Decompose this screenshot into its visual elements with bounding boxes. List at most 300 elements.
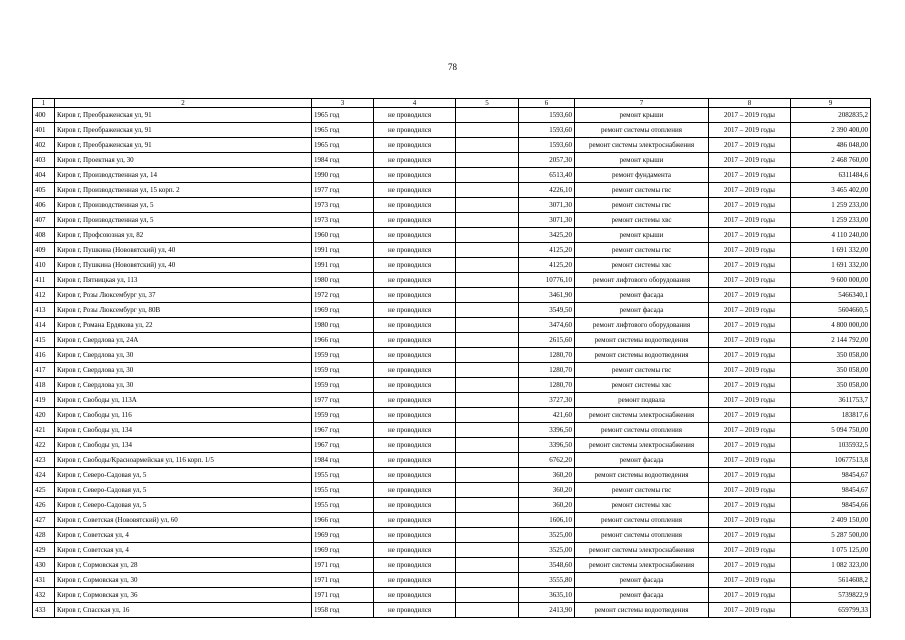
last-repair-cell: не проводился xyxy=(374,423,456,438)
period-cell: 2017 – 2019 годы xyxy=(709,138,791,153)
table-row xyxy=(33,348,871,363)
work-type-cell: ремонт системы водоотведения xyxy=(575,468,709,483)
last-repair-cell: не проводился xyxy=(374,288,456,303)
build-year-cell: 1984 год xyxy=(312,453,374,468)
cost-cell: 659799,33 xyxy=(791,603,871,618)
address-cell: Киров г, Розы Люксембург ул, 37 xyxy=(55,288,312,303)
cost-cell: 350 058,00 xyxy=(791,378,871,393)
build-year-cell: 1969 год xyxy=(312,528,374,543)
area-cell: 3474,60 xyxy=(519,318,575,333)
last-repair-cell: не проводился xyxy=(374,483,456,498)
work-type-cell: ремонт лифтового оборудования xyxy=(575,318,709,333)
build-year-cell: 1969 год xyxy=(312,543,374,558)
row-number-cell: 415 xyxy=(33,333,55,348)
cost-cell: 350 058,00 xyxy=(791,363,871,378)
period-cell: 2017 – 2019 годы xyxy=(709,483,791,498)
cost-cell: 1 082 323,00 xyxy=(791,558,871,573)
address-cell: Киров г, Свободы ул, 113А xyxy=(55,393,312,408)
last-repair-cell: не проводился xyxy=(374,333,456,348)
row-number-cell: 422 xyxy=(33,438,55,453)
address-cell: Киров г, Свободы ул, 134 xyxy=(55,438,312,453)
area-cell: 3461,90 xyxy=(519,288,575,303)
area-cell: 1593,60 xyxy=(519,138,575,153)
table-row xyxy=(33,123,871,138)
empty-cell xyxy=(456,303,519,318)
build-year-cell: 1966 год xyxy=(312,333,374,348)
empty-cell xyxy=(456,213,519,228)
table-row xyxy=(33,243,871,258)
empty-cell xyxy=(456,168,519,183)
empty-cell xyxy=(456,333,519,348)
build-year-cell: 1967 год xyxy=(312,423,374,438)
row-number-cell: 407 xyxy=(33,213,55,228)
cost-cell: 2 409 150,00 xyxy=(791,513,871,528)
table-row xyxy=(33,468,871,483)
address-cell: Киров г, Свердлова ул, 30 xyxy=(55,378,312,393)
area-cell: 2057,30 xyxy=(519,153,575,168)
cost-cell: 98454,67 xyxy=(791,483,871,498)
row-number-cell: 432 xyxy=(33,588,55,603)
address-cell: Киров г, Производственная ул, 5 xyxy=(55,213,312,228)
work-type-cell: ремонт крыши xyxy=(575,153,709,168)
build-year-cell: 1967 год xyxy=(312,438,374,453)
column-header: 8 xyxy=(709,99,791,108)
empty-cell xyxy=(456,153,519,168)
work-type-cell: ремонт фасада xyxy=(575,303,709,318)
empty-cell xyxy=(456,393,519,408)
table-row xyxy=(33,228,871,243)
empty-cell xyxy=(456,243,519,258)
row-number-cell: 402 xyxy=(33,138,55,153)
work-type-cell: ремонт системы водоотведения xyxy=(575,333,709,348)
period-cell: 2017 – 2019 годы xyxy=(709,198,791,213)
build-year-cell: 1955 год xyxy=(312,468,374,483)
row-number-cell: 421 xyxy=(33,423,55,438)
address-cell: Киров г, Спасская ул, 16 xyxy=(55,603,312,618)
row-number-cell: 409 xyxy=(33,243,55,258)
build-year-cell: 1991 год xyxy=(312,258,374,273)
area-cell: 360,20 xyxy=(519,498,575,513)
period-cell: 2017 – 2019 годы xyxy=(709,423,791,438)
work-type-cell: ремонт системы гвс xyxy=(575,183,709,198)
cost-cell: 2 144 792,00 xyxy=(791,333,871,348)
period-cell: 2017 – 2019 годы xyxy=(709,453,791,468)
area-cell: 1593,60 xyxy=(519,108,575,123)
repair-program-table xyxy=(32,98,871,618)
period-cell: 2017 – 2019 годы xyxy=(709,378,791,393)
cost-cell: 6311484,6 xyxy=(791,168,871,183)
cost-cell: 1035932,5 xyxy=(791,438,871,453)
area-cell: 3548,60 xyxy=(519,558,575,573)
empty-cell xyxy=(456,438,519,453)
build-year-cell: 1955 год xyxy=(312,483,374,498)
work-type-cell: ремонт системы электроснабжения xyxy=(575,408,709,423)
period-cell: 2017 – 2019 годы xyxy=(709,273,791,288)
empty-cell xyxy=(456,423,519,438)
empty-cell xyxy=(456,318,519,333)
column-header: 1 xyxy=(33,99,55,108)
empty-cell xyxy=(456,408,519,423)
table-row xyxy=(33,483,871,498)
build-year-cell: 1959 год xyxy=(312,408,374,423)
area-cell: 4125,20 xyxy=(519,243,575,258)
address-cell: Киров г, Сормовская ул, 28 xyxy=(55,558,312,573)
last-repair-cell: не проводился xyxy=(374,438,456,453)
last-repair-cell: не проводился xyxy=(374,108,456,123)
work-type-cell: ремонт системы гвс xyxy=(575,198,709,213)
last-repair-cell: не проводился xyxy=(374,273,456,288)
cost-cell: 486 048,00 xyxy=(791,138,871,153)
area-cell: 1280,70 xyxy=(519,363,575,378)
cost-cell: 98454,67 xyxy=(791,468,871,483)
work-type-cell: ремонт системы хвс xyxy=(575,213,709,228)
empty-cell xyxy=(456,378,519,393)
row-number-cell: 428 xyxy=(33,528,55,543)
work-type-cell: ремонт системы хвс xyxy=(575,378,709,393)
table-row xyxy=(33,138,871,153)
row-number-cell: 431 xyxy=(33,573,55,588)
row-number-cell: 420 xyxy=(33,408,55,423)
work-type-cell: ремонт системы гвс xyxy=(575,363,709,378)
empty-cell xyxy=(456,288,519,303)
period-cell: 2017 – 2019 годы xyxy=(709,363,791,378)
build-year-cell: 1955 год xyxy=(312,498,374,513)
address-cell: Киров г, Пушкина (Нововятский) ул, 40 xyxy=(55,258,312,273)
cost-cell: 5604660,5 xyxy=(791,303,871,318)
row-number-cell: 426 xyxy=(33,498,55,513)
area-cell: 1606,10 xyxy=(519,513,575,528)
cost-cell: 10677513,8 xyxy=(791,453,871,468)
work-type-cell: ремонт лифтового оборудования xyxy=(575,273,709,288)
table-body xyxy=(33,108,871,618)
table-row xyxy=(33,168,871,183)
last-repair-cell: не проводился xyxy=(374,573,456,588)
area-cell: 3635,10 xyxy=(519,588,575,603)
cost-cell: 1 691 332,00 xyxy=(791,258,871,273)
build-year-cell: 1973 год xyxy=(312,198,374,213)
area-cell: 2413,90 xyxy=(519,603,575,618)
table-row xyxy=(33,198,871,213)
empty-cell xyxy=(456,468,519,483)
area-cell: 421,60 xyxy=(519,408,575,423)
column-header: 6 xyxy=(519,99,575,108)
row-number-cell: 419 xyxy=(33,393,55,408)
table-row xyxy=(33,438,871,453)
empty-cell xyxy=(456,273,519,288)
address-cell: Киров г, Преображенская ул, 91 xyxy=(55,123,312,138)
empty-cell xyxy=(456,483,519,498)
area-cell: 3525,00 xyxy=(519,528,575,543)
last-repair-cell: не проводился xyxy=(374,258,456,273)
area-cell: 3396,50 xyxy=(519,423,575,438)
table-row xyxy=(33,333,871,348)
work-type-cell: ремонт фасада xyxy=(575,573,709,588)
last-repair-cell: не проводился xyxy=(374,168,456,183)
page-number: 78 xyxy=(448,62,457,72)
address-cell: Киров г, Производственная ул, 15 корп. 2 xyxy=(55,183,312,198)
cost-cell: 1 075 125,00 xyxy=(791,543,871,558)
work-type-cell: ремонт подвала xyxy=(575,393,709,408)
row-number-cell: 417 xyxy=(33,363,55,378)
cost-cell: 2082835,2 xyxy=(791,108,871,123)
period-cell: 2017 – 2019 годы xyxy=(709,228,791,243)
last-repair-cell: не проводился xyxy=(374,123,456,138)
area-cell: 6513,40 xyxy=(519,168,575,183)
address-cell: Киров г, Свердлова ул, 30 xyxy=(55,363,312,378)
last-repair-cell: не проводился xyxy=(374,558,456,573)
empty-cell xyxy=(456,123,519,138)
last-repair-cell: не проводился xyxy=(374,408,456,423)
cost-cell: 5 094 750,00 xyxy=(791,423,871,438)
row-number-cell: 400 xyxy=(33,108,55,123)
period-cell: 2017 – 2019 годы xyxy=(709,468,791,483)
period-cell: 2017 – 2019 годы xyxy=(709,573,791,588)
row-number-cell: 412 xyxy=(33,288,55,303)
last-repair-cell: не проводился xyxy=(374,603,456,618)
build-year-cell: 1969 год xyxy=(312,303,374,318)
period-cell: 2017 – 2019 годы xyxy=(709,528,791,543)
last-repair-cell: не проводился xyxy=(374,513,456,528)
area-cell: 3071,30 xyxy=(519,213,575,228)
build-year-cell: 1972 год xyxy=(312,288,374,303)
area-cell: 360,20 xyxy=(519,483,575,498)
empty-cell xyxy=(456,588,519,603)
area-cell: 1280,70 xyxy=(519,378,575,393)
last-repair-cell: не проводился xyxy=(374,378,456,393)
build-year-cell: 1977 год xyxy=(312,393,374,408)
address-cell: Киров г, Сормовская ул, 36 xyxy=(55,588,312,603)
address-cell: Киров г, Романа Ердякова ул, 22 xyxy=(55,318,312,333)
build-year-cell: 1960 год xyxy=(312,228,374,243)
address-cell: Киров г, Свободы ул, 116 xyxy=(55,408,312,423)
period-cell: 2017 – 2019 годы xyxy=(709,513,791,528)
work-type-cell: ремонт системы электроснабжения xyxy=(575,438,709,453)
work-type-cell: ремонт системы гвс xyxy=(575,483,709,498)
build-year-cell: 1971 год xyxy=(312,588,374,603)
row-number-cell: 414 xyxy=(33,318,55,333)
period-cell: 2017 – 2019 годы xyxy=(709,243,791,258)
period-cell: 2017 – 2019 годы xyxy=(709,318,791,333)
cost-cell: 5 287 500,00 xyxy=(791,528,871,543)
work-type-cell: ремонт системы отопления xyxy=(575,513,709,528)
column-header: 7 xyxy=(575,99,709,108)
last-repair-cell: не проводился xyxy=(374,198,456,213)
address-cell: Киров г, Советская ул, 4 xyxy=(55,528,312,543)
area-cell: 6762,20 xyxy=(519,453,575,468)
cost-cell: 1 691 332,00 xyxy=(791,243,871,258)
work-type-cell: ремонт системы хвс xyxy=(575,498,709,513)
last-repair-cell: не проводился xyxy=(374,183,456,198)
empty-cell xyxy=(456,138,519,153)
cost-cell: 2 390 400,00 xyxy=(791,123,871,138)
row-number-cell: 416 xyxy=(33,348,55,363)
cost-cell: 2 468 760,00 xyxy=(791,153,871,168)
table-row xyxy=(33,288,871,303)
table-row xyxy=(33,603,871,618)
cost-cell: 4 110 240,00 xyxy=(791,228,871,243)
cost-cell: 1 259 233,00 xyxy=(791,198,871,213)
address-cell: Киров г, Северо-Садовая ул, 5 xyxy=(55,498,312,513)
build-year-cell: 1971 год xyxy=(312,558,374,573)
period-cell: 2017 – 2019 годы xyxy=(709,258,791,273)
row-number-cell: 424 xyxy=(33,468,55,483)
table-row xyxy=(33,408,871,423)
work-type-cell: ремонт системы водоотведения xyxy=(575,603,709,618)
address-cell: Киров г, Проектная ул, 30 xyxy=(55,153,312,168)
build-year-cell: 1965 год xyxy=(312,138,374,153)
row-number-cell: 405 xyxy=(33,183,55,198)
address-cell: Киров г, Профсоюзная ул, 82 xyxy=(55,228,312,243)
address-cell: Киров г, Свободы ул, 134 xyxy=(55,423,312,438)
row-number-cell: 406 xyxy=(33,198,55,213)
work-type-cell: ремонт фасада xyxy=(575,453,709,468)
row-number-cell: 429 xyxy=(33,543,55,558)
area-cell: 4226,10 xyxy=(519,183,575,198)
period-cell: 2017 – 2019 годы xyxy=(709,303,791,318)
table-row xyxy=(33,498,871,513)
empty-cell xyxy=(456,573,519,588)
build-year-cell: 1977 год xyxy=(312,183,374,198)
cost-cell: 4 800 000,00 xyxy=(791,318,871,333)
row-number-cell: 427 xyxy=(33,513,55,528)
empty-cell xyxy=(456,528,519,543)
table-row xyxy=(33,303,871,318)
work-type-cell: ремонт фасада xyxy=(575,288,709,303)
empty-cell xyxy=(456,258,519,273)
last-repair-cell: не проводился xyxy=(374,318,456,333)
column-header: 9 xyxy=(791,99,871,108)
work-type-cell: ремонт системы электроснабжения xyxy=(575,558,709,573)
work-type-cell: ремонт крыши xyxy=(575,108,709,123)
table-row xyxy=(33,183,871,198)
last-repair-cell: не проводился xyxy=(374,453,456,468)
empty-cell xyxy=(456,513,519,528)
build-year-cell: 1965 год xyxy=(312,123,374,138)
table-row xyxy=(33,588,871,603)
empty-cell xyxy=(456,228,519,243)
work-type-cell: ремонт фасада xyxy=(575,588,709,603)
build-year-cell: 1980 год xyxy=(312,318,374,333)
area-cell: 4125,20 xyxy=(519,258,575,273)
work-type-cell: ремонт системы водоотведения xyxy=(575,348,709,363)
column-number-header-row xyxy=(33,99,871,108)
empty-cell xyxy=(456,363,519,378)
build-year-cell: 1966 год xyxy=(312,513,374,528)
address-cell: Киров г, Преображенская ул, 91 xyxy=(55,108,312,123)
address-cell: Киров г, Преображенская ул, 91 xyxy=(55,138,312,153)
build-year-cell: 1991 год xyxy=(312,243,374,258)
build-year-cell: 1973 год xyxy=(312,213,374,228)
address-cell: Киров г, Советская ул, 4 xyxy=(55,543,312,558)
cost-cell: 3 465 402,00 xyxy=(791,183,871,198)
build-year-cell: 1971 год xyxy=(312,573,374,588)
empty-cell xyxy=(456,453,519,468)
address-cell: Киров г, Свердлова ул, 24А xyxy=(55,333,312,348)
address-cell: Киров г, Советская (Нововятский) ул, 60 xyxy=(55,513,312,528)
empty-cell xyxy=(456,348,519,363)
work-type-cell: ремонт системы хвс xyxy=(575,258,709,273)
build-year-cell: 1959 год xyxy=(312,363,374,378)
row-number-cell: 425 xyxy=(33,483,55,498)
table-row xyxy=(33,378,871,393)
cost-cell: 5466340,1 xyxy=(791,288,871,303)
column-header: 3 xyxy=(312,99,374,108)
period-cell: 2017 – 2019 годы xyxy=(709,168,791,183)
last-repair-cell: не проводился xyxy=(374,348,456,363)
area-cell: 3071,30 xyxy=(519,198,575,213)
address-cell: Киров г, Розы Люксембург ул, 80В xyxy=(55,303,312,318)
last-repair-cell: не проводился xyxy=(374,588,456,603)
empty-cell xyxy=(456,108,519,123)
address-cell: Киров г, Производственная ул, 5 xyxy=(55,198,312,213)
period-cell: 2017 – 2019 годы xyxy=(709,588,791,603)
period-cell: 2017 – 2019 годы xyxy=(709,348,791,363)
cost-cell: 9 600 000,00 xyxy=(791,273,871,288)
last-repair-cell: не проводился xyxy=(374,213,456,228)
table-row xyxy=(33,258,871,273)
build-year-cell: 1980 год xyxy=(312,273,374,288)
work-type-cell: ремонт системы электроснабжения xyxy=(575,138,709,153)
row-number-cell: 410 xyxy=(33,258,55,273)
period-cell: 2017 – 2019 годы xyxy=(709,333,791,348)
last-repair-cell: не проводился xyxy=(374,498,456,513)
work-type-cell: ремонт системы отопления xyxy=(575,423,709,438)
work-type-cell: ремонт крыши xyxy=(575,228,709,243)
period-cell: 2017 – 2019 годы xyxy=(709,498,791,513)
area-cell: 3727,30 xyxy=(519,393,575,408)
cost-cell: 1 259 233,00 xyxy=(791,213,871,228)
address-cell: Киров г, Сормовская ул, 30 xyxy=(55,573,312,588)
last-repair-cell: не проводился xyxy=(374,363,456,378)
work-type-cell: ремонт системы отопления xyxy=(575,123,709,138)
table-row xyxy=(33,573,871,588)
cost-cell: 5614608,2 xyxy=(791,573,871,588)
cost-cell: 350 058,00 xyxy=(791,348,871,363)
area-cell: 3396,50 xyxy=(519,438,575,453)
last-repair-cell: не проводился xyxy=(374,243,456,258)
address-cell: Киров г, Свердлова ул, 30 xyxy=(55,348,312,363)
column-header: 2 xyxy=(55,99,312,108)
last-repair-cell: не проводился xyxy=(374,228,456,243)
row-number-cell: 404 xyxy=(33,168,55,183)
area-cell: 360,20 xyxy=(519,468,575,483)
last-repair-cell: не проводился xyxy=(374,468,456,483)
address-cell: Киров г, Производственная ул, 14 xyxy=(55,168,312,183)
last-repair-cell: не проводился xyxy=(374,528,456,543)
row-number-cell: 433 xyxy=(33,603,55,618)
area-cell: 3525,00 xyxy=(519,543,575,558)
address-cell: Киров г, Пушкина (Нововятский) ул, 40 xyxy=(55,243,312,258)
area-cell: 1280,70 xyxy=(519,348,575,363)
empty-cell xyxy=(456,198,519,213)
area-cell: 10776,10 xyxy=(519,273,575,288)
last-repair-cell: не проводился xyxy=(374,303,456,318)
last-repair-cell: не проводился xyxy=(374,138,456,153)
period-cell: 2017 – 2019 годы xyxy=(709,123,791,138)
area-cell: 3425,20 xyxy=(519,228,575,243)
row-number-cell: 401 xyxy=(33,123,55,138)
build-year-cell: 1959 год xyxy=(312,348,374,363)
period-cell: 2017 – 2019 годы xyxy=(709,408,791,423)
empty-cell xyxy=(456,498,519,513)
address-cell: Киров г, Северо-Садовая ул, 5 xyxy=(55,483,312,498)
cost-cell: 3611753,7 xyxy=(791,393,871,408)
empty-cell xyxy=(456,558,519,573)
row-number-cell: 430 xyxy=(33,558,55,573)
column-header: 4 xyxy=(374,99,456,108)
table-row xyxy=(33,363,871,378)
table-row xyxy=(33,423,871,438)
